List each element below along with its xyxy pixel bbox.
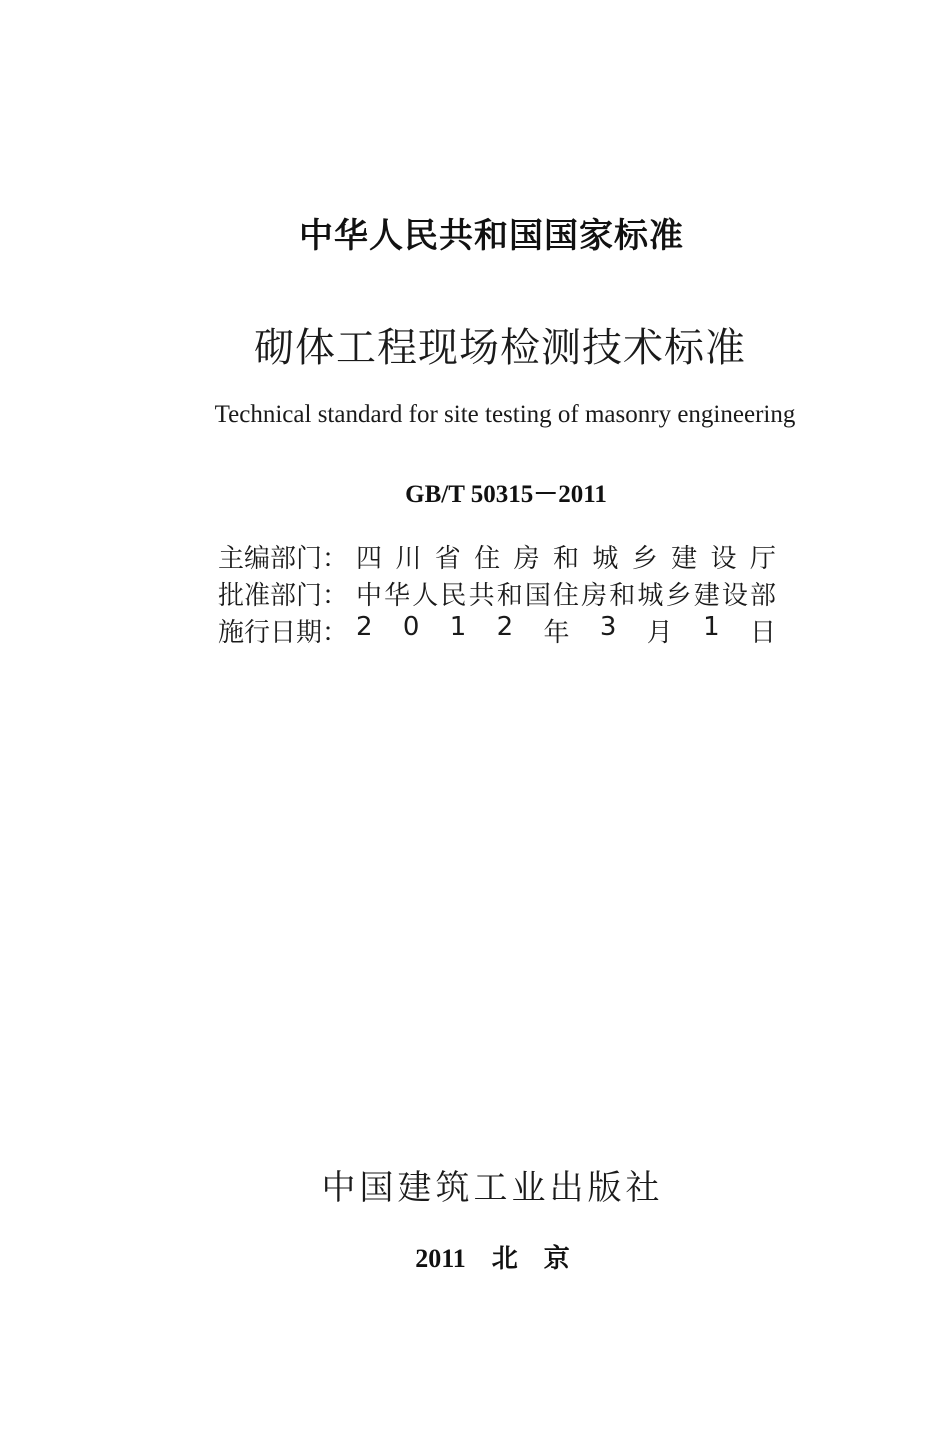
standard-code: GB/T 50315－2011 xyxy=(405,481,607,508)
english-title: Technical standard for site testing of masonry engineering xyxy=(214,401,796,428)
info-row-effective-date xyxy=(218,612,798,649)
publisher: 中国建筑工业出版社 xyxy=(321,1168,664,1208)
info-label: 施行日期： xyxy=(218,618,349,648)
info-row-chief-editor xyxy=(218,538,798,575)
info-row-approval xyxy=(218,575,798,612)
info-value: 四 川 省 住 房 和 城 乡 建 设 厅 xyxy=(356,544,776,574)
info-block xyxy=(218,538,798,649)
series-title: 中华人民共和国国家标准 xyxy=(299,216,684,256)
info-label: 主编部门： xyxy=(218,544,349,574)
info-value: 中 华 人 民 共 和 国 住 房 和 城 乡 建 设 部 xyxy=(356,581,776,611)
info-label: 批准部门： xyxy=(218,581,349,611)
info-value: 2 0 1 2 年 3 月 1 日 xyxy=(356,612,776,648)
main-title: 砌体工程现场检测技术标准 xyxy=(254,325,746,371)
publication-place: 2011 北 京 xyxy=(415,1244,570,1273)
